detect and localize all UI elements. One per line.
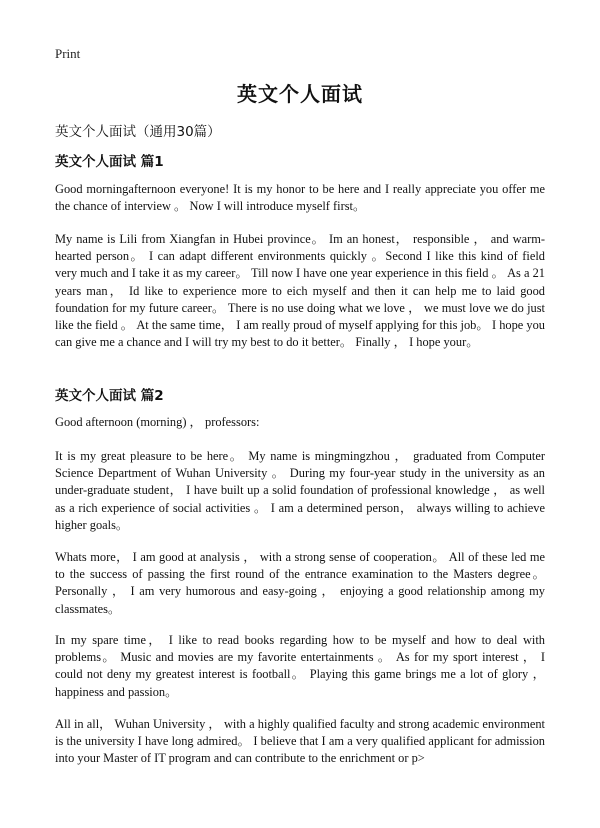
paragraph: It is my great pleasure to be here。 My name is mingmingzhou ， graduated from Computer Science Department of Wuhan University 。 During my four-year study in the university as an under-graduate student， I have built up a solid foundation of professional knowledge ， as well as a rich experience of social activities 。 I am a determined person， always willing to achieve higher goals。 — [55, 449, 545, 532]
section-heading-1: 英文个人面试 篇1 — [55, 154, 164, 170]
paragraph: My name is Lili from Xiangfan in Hubei province。 Im an honest， responsible ， and warm-hearted person。 I can adapt different environments quickly 。Second I like this kind of field very much and I take it as my career。 Till now I have one year experience in this field 。 As a 21 years man， Id like to experience more to eich myself and then it can help me to laid good foundation for my future career。 There is no use doing what we love ， we must love we do just like the field 。 At the same time， I am really proud of myself applying for this job。 I hope you can give me a chance and I will try my best to do it better。 Finally ， I hope your。 — [55, 232, 545, 350]
paragraph: Good morningafternoon everyone! It is my honor to be here and I really appreciate you offer me the chance of interview 。 Now I will introduce myself first。 — [55, 182, 545, 214]
paragraph: All in all， Wuhan University ， with a highly qualified faculty and strong academic environment is the university I have long admired。 I believe that I am a very qualified applicant for admission into your Master of IT program and can contribute to the enrichment or p> — [55, 717, 545, 766]
document-title: 英文个人面试 — [237, 82, 363, 106]
document-subtitle: 英文个人面试（通用30篇） — [55, 124, 221, 140]
paragraph: In my spare time， I like to read books regarding how to be myself and how to deal with problems。 Music and movies are my favorite entertainments 。 As for my sport interest ， I could not deny my greatest interest is football。 Playing this game brings me a lot of glory ， happiness and passion。 — [55, 633, 545, 699]
print-link[interactable]: Print — [55, 46, 81, 61]
section-heading-2: 英文个人面试 篇2 — [55, 388, 164, 404]
paragraph: Good afternoon (morning) ， professors: — [55, 415, 260, 429]
paragraph: Whats more， I am good at analysis ， with a strong sense of cooperation。 All of these led me to the success of passing the first round of the entrance examination to the Masters degree。 Personally ， I am very humorous and easy-going ， enjoying a good relationship among my classmates。 — [55, 550, 545, 616]
